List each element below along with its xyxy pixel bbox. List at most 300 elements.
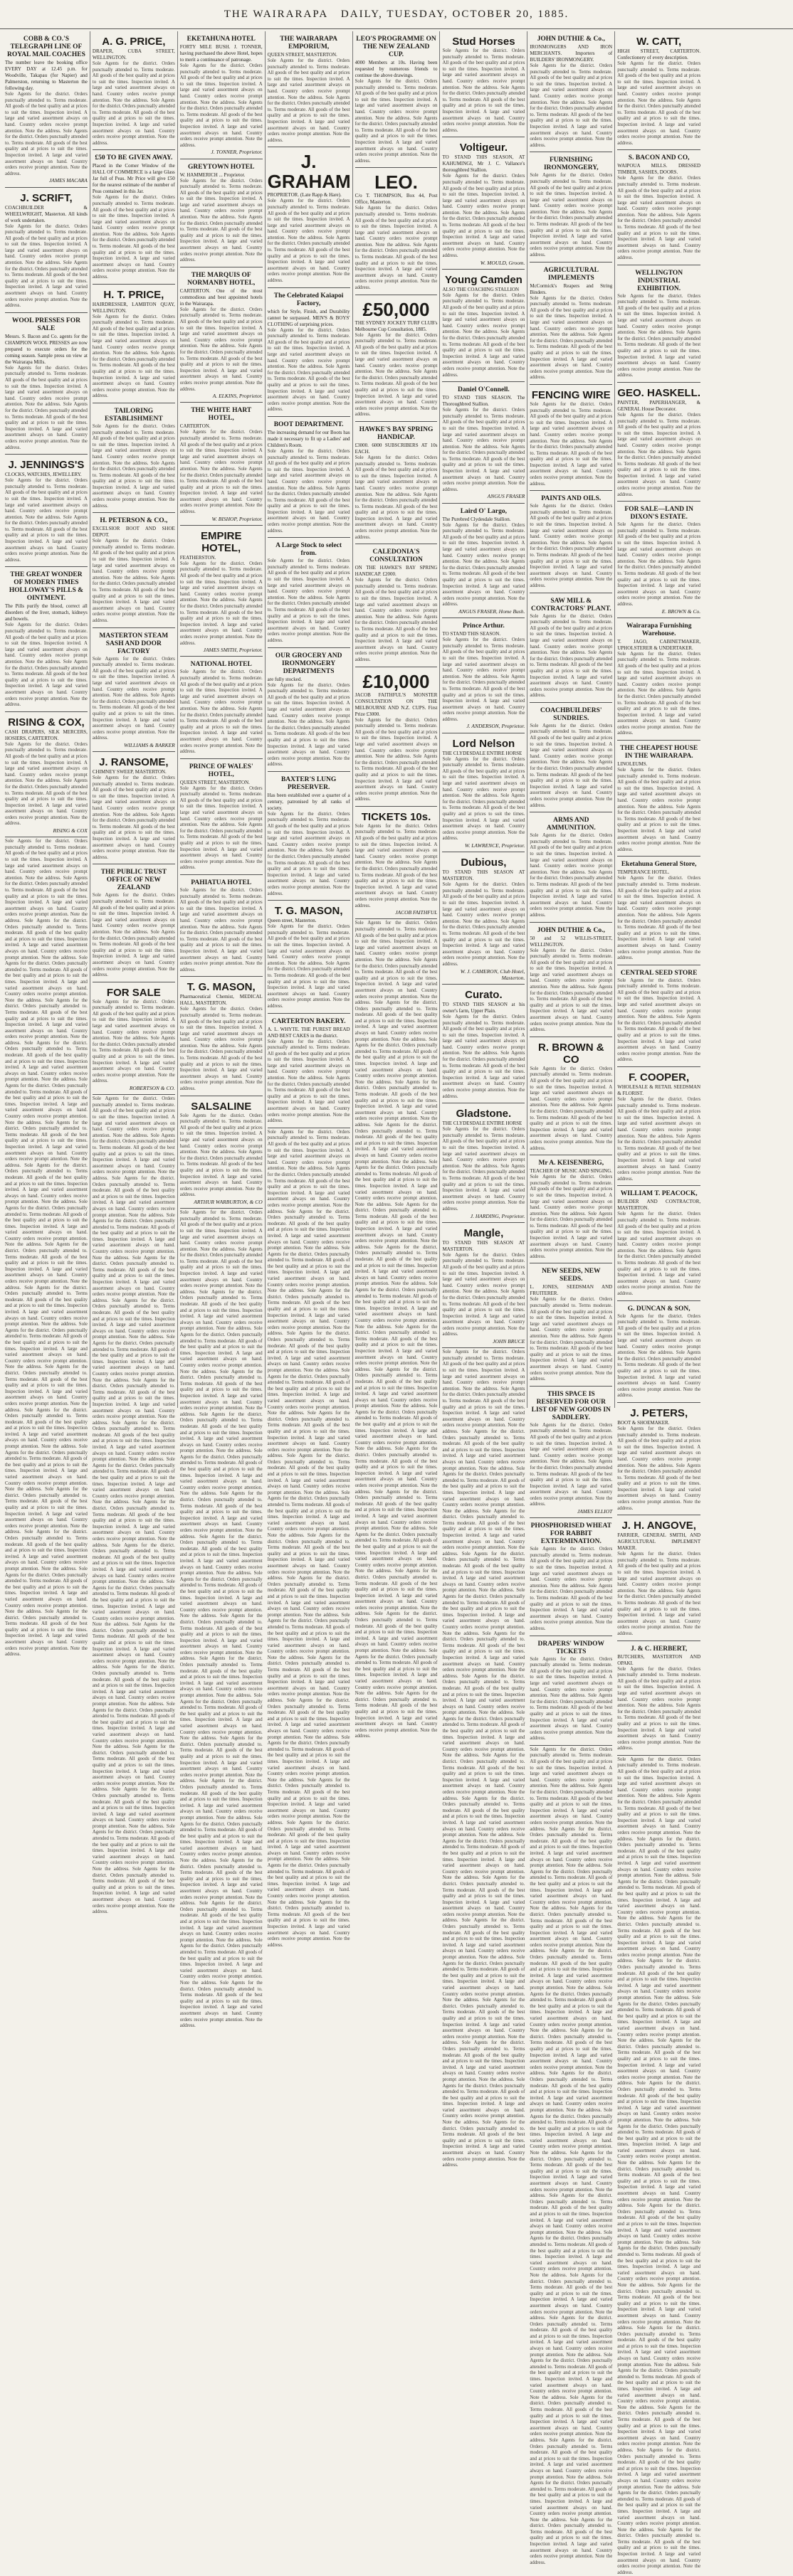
advertisement-heading: J. GRAHAM (267, 151, 351, 193)
advertisement (180, 269, 263, 403)
advertisement (180, 1098, 263, 1209)
body-text-filler: Sole Agents for the district. Orders punctually attended to. Terms moderate. All goods of the best quality and at prices to suit the times. Inspection invited. A large and varied assortment always on hand. Country orders receive prompt attention. Note the address. Sole Agents for the district. Orders punctually attended to. Terms moderate. All goods of the best quality and at prices to suit the times. Inspection invited. A large and varied assortment always on hand. Country orders receive prompt attention. Note the address. (267, 1039, 350, 1124)
body-text-filler: Sole Agents for the district. Orders punctually attended to. Terms moderate. All goods of the best quality and at prices to suit the times. Inspection invited. A large and varied assortment always on hand. Country orders receive prompt attention. Note the address. Sole Agents for the district. Orders punctually attended to. Terms moderate. All goods of the best quality and at prices to suit the times. Inspection invited. A large and varied assortment always on hand. Country orders receive prompt attention. Note the address. (92, 775, 175, 860)
advertisement (93, 866, 175, 982)
advertisement-heading: GREYTOWN HOTEL (187, 163, 255, 171)
advertisement (268, 773, 350, 901)
advertisement-body: ALSO THE COACHING STALLION (442, 286, 520, 292)
advertisement-body: The Purebred Clydesdale Stallion. (442, 516, 511, 522)
advertisement-heading: The Celebrated Kaiapoi Factory, (273, 292, 344, 307)
advertisement-body: BUTCHERS, MASTERTON AND OPAKI. (617, 1653, 701, 1666)
body-text-filler: Sole Agents for the district. Orders punctually attended to. Terms moderate. All goods of the best quality and at prices to suit the times. Inspection invited. A large and varied assortment always on hand. Country orders receive prompt attention. Note the address. Sole Agents for the district. Orders punctually attended to. Terms moderate. All goods of the best quality and at prices to suit the times. Inspection invited. A large and varied assortment always on hand. Country orders receive prompt attention. Note the address. (617, 977, 701, 1063)
body-text-filler: Sole Agents for the district. Orders punctually attended to. Terms moderate. All goods of the best quality and at prices to suit the times. Inspection invited. A large and varied assortment always on hand. Country orders receive prompt attention. Note the address. Sole Agents for the district. Orders punctually attended to. Terms moderate. All goods of the best quality and at prices to suit the times. Inspection invited. A large and varied assortment always on hand. Country orders receive prompt attention. Note the address. Sole Agents for the district. Orders punctually attended to. Terms moderate. All goods of the best quality and at prices to suit the times. Inspection invited. A large and varied assortment always on hand. Country orders receive prompt attention. Note the address. Sole Agents for the district. Orders punctually attended to. Terms moderate. All goods of the best quality and at prices to suit the times. Inspection invited. A large and varied assortment always on hand. Country orders receive prompt attention. Note the address. Sole Agents for the district. Orders punctually attended to. Terms moderate. All goods of the best quality and at prices to suit the times. Inspection invited. A large and varied assortment always on hand. Country orders receive prompt attention. Note the address. Sole Agents for the district. Orders punctually attended to. Terms moderate. All goods of the best quality and at prices to suit the times. Inspection invited. A large and varied assortment always on hand. Country orders receive prompt attention. Note the address. Sole Agents for the district. Orders punctually attended to. Terms moderate. All goods of the best quality and at prices to suit the times. Inspection invited. A large and varied assortment always on hand. Country orders receive prompt attention. Note the address. Sole Agents for the district. Orders punctually attended to. Terms moderate. All goods of the best quality and at prices to suit the times. Inspection invited. A large and varied assortment always on hand. Country orders receive prompt attention. Note the address. Sole Agents for the district. Orders punctually attended to. Terms moderate. All goods of the best quality and at prices to suit the times. Inspection invited. A large and varied assortment always on hand. Country orders receive prompt attention. Note the address. Sole Agents for the district. Orders punctually attended to. Terms moderate. All goods of the best quality and at prices to suit the times. Inspection invited. A large and varied assortment always on hand. Country orders receive prompt attention. Note the address. Sole Agents for the district. Orders punctually attended to. Terms moderate. All goods of the best quality and at prices to suit the times. Inspection invited. A large and varied assortment always on hand. Country orders receive prompt attention. Note the address. Sole Agents for the district. Orders punctually attended to. Terms moderate. All goods of the best quality and at prices to suit the times. Inspection invited. A large and varied assortment always on hand. Country orders receive prompt attention. Note the address. Sole Agents for the district. Orders punctually attended to. Terms moderate. All goods of the best quality and at prices to suit the times. Inspection invited. A large and varied assortment always on hand. Country orders receive prompt attention. Note the address. Sole Agents for the district. Orders punctually attended to. Terms moderate. All goods of the best quality and at prices to suit the times. Inspection invited. A large and varied assortment always on hand. Country orders receive prompt attention. Note the address. Sole Agents for the district. Orders punctually attended to. Terms moderate. All goods of the best quality and at prices to suit the times. Inspection invited. A large and varied assortment always on hand. Country orders receive prompt attention. Note the address. Sole Agents for the district. Orders punctually attended to. Terms moderate. All goods of the best quality and at prices to suit the times. Inspection invited. A large and varied assortment always on hand. Country orders receive prompt attention. Note the address. Sole Agents for the district. Orders punctually attended to. Terms moderate. All goods of the best quality and at prices to suit the times. Inspection invited. A large and varied assortment always on hand. Country orders receive prompt attention. Note the address. Sole Agents for the district. Orders punctually attended to. Terms moderate. All goods of the best quality and at prices to suit the times. Inspection invited. A large and varied assortment always on hand. Country orders receive prompt attention. Note the address. Sole Agents for the district. Orders punctually attended to. Terms moderate. All goods of the best quality and at prices to suit the times. Inspection invited. A large and varied assortment always on hand. Country orders receive prompt attention. Note the address. Sole Agents for the district. Orders punctually attended to. Terms moderate. All goods of the best quality and at prices to suit the times. Inspection invited. A large and varied assortment always on hand. Country orders receive prompt attention. Note the address. (5, 839, 88, 1658)
advertisement-heading: THIS SPACE IS RESERVED FOR OUR LIST OF NEW GOODS IN SADDLERY. (531, 1390, 611, 1421)
body-text-filler: Sole Agents for the district. Orders punctually attended to. Terms moderate. All goods of the best quality and at prices to suit the times. Inspection invited. A large and varied assortment always on hand. Country orders receive prompt attention. Note the address. Sole Agents for the district. Orders punctually attended to. Terms moderate. All goods of the best quality and at prices to suit the times. Inspection invited. A large and varied assortment always on hand. Country orders receive prompt attention. Note the address. (92, 656, 175, 741)
advertisement-body: COACHBUILDER & WHEELWRIGHT, Masterton. All kinds of work undertaken. (5, 204, 88, 223)
advertisement-heading: J. PETERS, (630, 1406, 688, 1419)
body-text-filler: Sole Agents for the district. Orders punctually attended to. Terms moderate. All goods of the best quality and at prices to suit the times. Inspection invited. A large and varied assortment always on hand. Country orders receive prompt attention. Note the address. Sole Agents for the district. Orders punctually attended to. Terms moderate. All goods of the best quality and at prices to suit the times. Inspection invited. A large and varied assortment always on hand. Country orders receive prompt attention. Note the address. (179, 669, 263, 755)
advertisement-body: FEATHERSTON. (179, 554, 216, 561)
advertisement-body: HAIRDRESSER, LAMBTON QUAY, WELLINGTON. (92, 301, 175, 314)
body-text-filler: Sole Agents for the district. Orders punctually attended to. Terms moderate. All goods of the best quality and at prices to suit the times. Inspection invited. A large and varied assortment always on hand. Country orders receive prompt attention. Note the address. Sole Agents for the district. Orders punctually attended to. Terms moderate. All goods of the best quality and at prices to suit the times. Inspection invited. A large and varied assortment always on hand. Country orders receive prompt attention. Note the address. (179, 430, 263, 515)
body-text-filler: Sole Agents for the district. Orders punctually attended to. Terms moderate. All goods of the best quality and at prices to suit the times. Inspection invited. A large and varied assortment always on hand. Country orders receive prompt attention. Note the address. Sole Agents for the district. Orders punctually attended to. Terms moderate. All goods of the best quality and at prices to suit the times. Inspection invited. A large and varied assortment always on hand. Country orders receive prompt attention. Note the address. (355, 206, 438, 291)
body-text-filler: Sole Agents for the district. Orders punctually attended to. Terms moderate. All goods of the best quality and at prices to suit the times. Inspection invited. A large and varied assortment always on hand. Country orders receive prompt attention. Note the address. Sole Agents for the district. Orders punctually attended to. Terms moderate. All goods of the best quality and at prices to suit the times. Inspection invited. A large and varied assortment always on hand. Country orders receive prompt attention. Note the address. (530, 723, 613, 808)
body-text-filler: Sole Agents for the district. Orders punctually attended to. Terms moderate. All goods of the best quality and at prices to suit the times. Inspection invited. A large and varied assortment always on hand. Country orders receive prompt attention. Note the address. Sole Agents for the district. Orders punctually attended to. Terms moderate. All goods of the best quality and at prices to suit the times. Inspection invited. A large and varied assortment always on hand. Country orders receive prompt attention. Note the address. (267, 682, 350, 768)
advertisement-heading: R. BROWN & CO (538, 1041, 604, 1066)
body-text-filler: Sole Agents for the district. Orders punctually attended to. Terms moderate. All goods of the best quality and at prices to suit the times. Inspection invited. A large and varied assortment always on hand. Country orders receive prompt attention. Note the address. Sole Agents for the district. Orders punctually attended to. Terms moderate. All goods of the best quality and at prices to suit the times. Inspection invited. A large and varied assortment always on hand. Country orders receive prompt attention. Note the address. (267, 448, 350, 534)
advertisement-heading: THE WAIRARAPA EMPORIUM, (280, 36, 337, 51)
advertisement-heading: CALEDONIA'S CONSULTATION (369, 548, 423, 564)
advertisement-signature: W. BISHOP, Proprietor. (211, 515, 263, 522)
advertisement (617, 1643, 700, 1756)
advertisement-body: BOOT & SHOEMAKER. (617, 1419, 670, 1426)
advertisement-signature: JOHN BRUCE (493, 1338, 525, 1345)
advertisement-body: THE SYDNEY JOCKEY TURF CLUB's Melbourne Cup Consultation, 1885. (355, 319, 438, 332)
advertisement (93, 514, 175, 627)
advertisement-heading: COBB & CO.'S TELEGRAPH LINE OF ROYAL MAIL COACHES (6, 36, 85, 58)
advertisement-heading: WILLIAM T. PEACOCK, (620, 1190, 698, 1198)
advertisement (180, 876, 263, 977)
advertisement (617, 503, 700, 618)
advertisement-heading: J. H. ANGOVE, (621, 1520, 696, 1532)
advertisement (5, 714, 88, 838)
body-text-filler: Sole Agents for the district. Orders punctually attended to. Terms moderate. All goods of the best quality and at prices to suit the times. Inspection invited. A large and varied assortment always on hand. Country orders receive prompt attention. Note the address. Sole Agents for the district. Orders punctually attended to. Terms moderate. All goods of the best quality and at prices to suit the times. Inspection invited. A large and varied assortment always on hand. Country orders receive prompt attention. Note the address. (442, 174, 525, 259)
advertisement (530, 595, 612, 703)
advertisement-heading: ARMS AND AMMUNITION. (546, 817, 596, 832)
body-text-filler: Sole Agents for the district. Orders punctually attended to. Terms moderate. All goods of the best quality and at prices to suit the times. Inspection invited. A large and varied assortment always on hand. Country orders receive prompt attention. Note the address. Sole Agents for the district. Orders punctually attended to. Terms moderate. All goods of the best quality and at prices to suit the times. Inspection invited. A large and varied assortment always on hand. Country orders receive prompt attention. Note the address. (355, 823, 438, 908)
advertisement-signature: J. HARDING, Proprietor. (470, 1212, 525, 1219)
advertisement-heading: FURNISHING IRONMONGERY, (543, 157, 599, 172)
advertisement-body: ON THE HAWKE'S BAY SPRING HANDICAP. £2000. (355, 565, 438, 578)
advertisement (530, 1265, 612, 1386)
advertisement (5, 456, 88, 567)
masthead-date: DAILY, TUESDAY, OCTOBER 20, 1885. (340, 9, 569, 20)
advertisement (5, 568, 88, 711)
advertisement (93, 630, 175, 753)
advertisement-heading: A Large Stock to select from. (275, 542, 342, 558)
advertisement (355, 33, 438, 168)
advertisement-signature: J. ANDERSON, Proprietor. (466, 723, 525, 730)
advertisement-body: Messrs. S. Bacon and Co. agents for the CHAMPION WOOL PRESSES are now prepared to execute orders for the coming season. Sample press on view at the Wairarapa Mills. (5, 333, 88, 365)
advertisement-heading: CARTERTON BAKERY. (271, 1017, 346, 1025)
advertisement-body: IRONMONGERS AND IRON MERCHANTS. Importers of BUILDERS' IRONMONGERY. (530, 44, 613, 63)
advertisement (442, 620, 525, 733)
body-text-filler: Sole Agents for the district. Orders punctually attended to. Terms moderate. All goods of the best quality and at prices to suit the times. Inspection invited. A large and varied assortment always on hand. Country orders receive prompt attention. Note the address. Sole Agents for the district. Orders punctually attended to. Terms moderate. All goods of the best quality and at prices to suit the times. Inspection invited. A large and varied assortment always on hand. Country orders receive prompt attention. Note the address. Sole Agents for the district. Orders punctually attended to. Terms moderate. All goods of the best quality and at prices to suit the times. Inspection invited. A large and varied assortment always on hand. Country orders receive prompt attention. Note the address. Sole Agents for the district. Orders punctually attended to. Terms moderate. All goods of the best quality and at prices to suit the times. Inspection invited. A large and varied assortment always on hand. Country orders receive prompt attention. Note the address. Sole Agents for the district. Orders punctually attended to. Terms moderate. All goods of the best quality and at prices to suit the times. Inspection invited. A large and varied assortment always on hand. Country orders receive prompt attention. Note the address. Sole Agents for the district. Orders punctually attended to. Terms moderate. All goods of the best quality and at prices to suit the times. Inspection invited. A large and varied assortment always on hand. Country orders receive prompt attention. Note the address. Sole Agents for the district. Orders punctually attended to. Terms moderate. All goods of the best quality and at prices to suit the times. Inspection invited. A large and varied assortment always on hand. Country orders receive prompt attention. Note the address. Sole Agents for the district. Orders punctually attended to. Terms moderate. All goods of the best quality and at prices to suit the times. Inspection invited. A large and varied assortment always on hand. Country orders receive prompt attention. Note the address. Sole Agents for the district. Orders punctually attended to. Terms moderate. All goods of the best quality and at prices to suit the times. Inspection invited. A large and varied assortment always on hand. Country orders receive prompt attention. Note the address. Sole Agents for the district. Orders punctually attended to. Terms moderate. All goods of the best quality and at prices to suit the times. Inspection invited. A large and varied assortment always on hand. Country orders receive prompt attention. Note the address. Sole Agents for the district. Orders punctually attended to. Terms moderate. All goods of the best quality and at prices to suit the times. Inspection invited. A large and varied assortment always on hand. Country orders receive prompt attention. Note the address. Sole Agents for the district. Orders punctually attended to. Terms moderate. All goods of the best quality and at prices to suit the times. Inspection invited. A large and varied assortment always on hand. Country orders receive prompt attention. Note the address. Sole Agents for the district. Orders punctually attended to. Terms moderate. All goods of the best quality and at prices to suit the times. Inspection invited. A large and varied assortment always on hand. Country orders receive prompt attention. Note the address. Sole Agents for the district. Orders punctually attended to. Terms moderate. All goods of the best quality and at prices to suit the times. Inspection invited. A large and varied assortment always on hand. Country orders receive prompt attention. Note the address. Sole Agents for the district. Orders punctually attended to. Terms moderate. All goods of the best quality and at prices to suit the times. Inspection invited. A large and varied assortment always on hand. Country orders receive prompt attention. Note the address. Sole Agents for the district. Orders punctually attended to. Terms moderate. All goods of the best quality and at prices to suit the times. Inspection invited. A large and varied assortment always on hand. Country orders receive prompt attention. Note the address. Sole Agents for the district. Orders punctually attended to. Terms moderate. All goods of the best quality and at prices to suit the times. Inspection invited. A large and varied assortment always on hand. Country orders receive prompt attention. Note the address. Sole Agents for the district. Orders punctually attended to. Terms moderate. All goods of the best quality and at prices to suit the times. Inspection invited. A large and varied assortment always on hand. Country orders receive prompt attention. Note the address. Sole Agents for the district. Orders punctually attended to. Terms moderate. All goods of the best quality and at prices to suit the times. Inspection invited. A large and varied assortment always on hand. Country orders receive prompt attention. Note the address. Sole Agents for the district. Orders punctually attended to. Terms moderate. All goods of the best quality and at prices to suit the times. Inspection invited. A large and varied assortment always on hand. Country orders receive prompt attention. Note the address. (92, 1096, 175, 1915)
advertisement (268, 650, 350, 772)
advertisement-body: THE CLYDESDALE ENTIRE HORSE (442, 750, 522, 756)
advertisement-body: A. L. WHYTE. THE PUREST BREAD AND BEST CAKES in the district. (267, 1026, 350, 1039)
advertisement (93, 753, 175, 864)
advertisement-heading: NEW SEEDS, NEW SEEDS. (542, 1268, 601, 1283)
column-2 (90, 31, 178, 1915)
advertisement (355, 297, 438, 422)
advertisement (180, 658, 263, 758)
body-text-filler: Sole Agents for the district. Orders punctually attended to. Terms moderate. All goods of the best quality and at prices to suit the times. Inspection invited. A large and varied assortment always on hand. Country orders receive prompt attention. Note the address. Sole Agents for the district. Orders punctually attended to. Terms moderate. All goods of the best quality and at prices to suit the times. Inspection invited. A large and varied assortment always on hand. Country orders receive prompt attention. Note the address. (530, 1422, 613, 1507)
advertisement-heading: £10,000 (362, 670, 430, 692)
body-text-filler: Sole Agents for the district. Orders punctually attended to. Terms moderate. All goods of the best quality and at prices to suit the times. Inspection invited. A large and varied assortment always on hand. Country orders receive prompt attention. Note the address. Sole Agents for the district. Orders punctually attended to. Terms moderate. All goods of the best quality and at prices to suit the times. Inspection invited. A large and varied assortment always on hand. Country orders receive prompt attention. Note the address. (617, 768, 701, 852)
advertisement (442, 383, 525, 504)
body-text-filler: Sole Agents for the district. Orders punctually attended to. Terms moderate. All goods of the best quality and at prices to suit the times. Inspection invited. A large and varied assortment always on hand. Country orders receive prompt attention. Note the address. Sole Agents for the district. Orders punctually attended to. Terms moderate. All goods of the best quality and at prices to suit the times. Inspection invited. A large and varied assortment always on hand. Country orders receive prompt attention. Note the address. (267, 198, 350, 284)
advertisement-body: FORTY MILE BUSH. J. TONNER, having purchased the above Hotel, hopes to merit a continuance of patronage. (179, 44, 263, 63)
advertisement-signature: ANGUS FRASER (487, 493, 525, 500)
advertisement-heading: H. T. PRICE, (103, 288, 164, 301)
advertisement (442, 271, 525, 382)
body-text-filler: Sole Agents for the district. Orders punctually attended to. Terms moderate. All goods of the best quality and at prices to suit the times. Inspection invited. A large and varied assortment always on hand. Country orders receive prompt attention. Note the address. Sole Agents for the district. Orders punctually attended to. Terms moderate. All goods of the best quality and at prices to suit the times. Inspection invited. A large and varied assortment always on hand. Country orders receive prompt attention. Note the address. (530, 401, 613, 487)
column-3 (178, 31, 266, 2029)
advertisement (617, 742, 700, 857)
body-text-filler: Sole Agents for the district. Orders punctually attended to. Terms moderate. All goods of the best quality and at prices to suit the times. Inspection invited. A large and varied assortment always on hand. Country orders receive prompt attention. Note the address. Sole Agents for the district. Orders punctually attended to. Terms moderate. All goods of the best quality and at prices to suit the times. Inspection invited. A large and varied assortment always on hand. Country orders receive prompt attention. Note the address. (617, 1666, 701, 1751)
advertisement-heading: Curato. (465, 988, 503, 1001)
body-text-filler: Sole Agents for the district. Orders punctually attended to. Terms moderate. All goods of the best quality and at prices to suit the times. Inspection invited. A large and varied assortment always on hand. Country orders receive prompt attention. Note the address. Sole Agents for the district. Orders punctually attended to. Terms moderate. All goods of the best quality and at prices to suit the times. Inspection invited. A large and varied assortment always on hand. Country orders receive prompt attention. Note the address. (179, 63, 263, 148)
advertisement-heading: LEO'S PROGRAMME ON THE NEW ZEALAND CUP. (356, 36, 436, 58)
advertisement-heading: SAW MILL & CONTRACTORS' PLANT. (530, 597, 611, 613)
body-text-filler: Sole Agents for the district. Orders punctually attended to. Terms moderate. All goods of the best quality and at prices to suit the times. Inspection invited. A large and varied assortment always on hand. Country orders receive prompt attention. Note the address. Sole Agents for the district. Orders punctually attended to. Terms moderate. All goods of the best quality and at prices to suit the times. Inspection invited. A large and varied assortment always on hand. Country orders receive prompt attention. Note the address. (267, 58, 350, 143)
advertisement (530, 33, 612, 152)
advertisement-signature: ARTHUR WARBURTON, & CO (194, 1198, 263, 1205)
advertisement (617, 1404, 700, 1515)
advertisement-body: CHIMNEY SWEEP, MASTERTON. (92, 769, 167, 775)
body-text-filler: Sole Agents for the district. Orders punctually attended to. Terms moderate. All goods of the best quality and at prices to suit the times. Inspection invited. A large and varied assortment always on hand. Country orders receive prompt attention. Note the address. Sole Agents for the district. Orders punctually attended to. Terms moderate. All goods of the best quality and at prices to suit the times. Inspection invited. A large and varied assortment always on hand. Country orders receive prompt attention. Note the address. (179, 561, 263, 646)
body-text-filler: Sole Agents for the district. Orders punctually attended to. Terms moderate. All goods of the best quality and at prices to suit the times. Inspection invited. A large and varied assortment always on hand. Country orders receive prompt attention. Note the address. Sole Agents for the district. Orders punctually attended to. Terms moderate. All goods of the best quality and at prices to suit the times. Inspection invited. A large and varied assortment always on hand. Country orders receive prompt attention. Note the address. (617, 293, 701, 378)
advertisement-heading: FENCING WIRE (531, 388, 611, 401)
advertisement-body: The Pills purify the blood, correct all disorders of the liver, stomach, kidneys and bowels. (5, 603, 88, 622)
advertisement (93, 984, 175, 1096)
body-text-filler: Sole Agents for the district. Orders punctually attended to. Terms moderate. All goods of the best quality and at prices to suit the times. Inspection invited. A large and varied assortment always on hand. Country orders receive prompt attention. Note the address. Sole Agents for the district. Orders punctually attended to. Terms moderate. All goods of the best quality and at prices to suit the times. Inspection invited. A large and varied assortment always on hand. Country orders receive prompt attention. Note the address. (442, 408, 525, 492)
advertisement-body: FARRIER, GENERAL SMITH, AND AGRICULTURAL IMPLEMENT MAKER. (617, 1532, 701, 1552)
advertisement (530, 704, 612, 812)
advertisement-body: HIGH STREET, CARTERTON. Confectionery of every description. (617, 48, 701, 60)
body-text-filler: Sole Agents for the district. Orders punctually attended to. Terms moderate. All goods of the best quality and at prices to suit the times. Inspection invited. A large and varied assortment always on hand. Country orders receive prompt attention. Note the address. Sole Agents for the district. Orders punctually attended to. Terms moderate. All goods of the best quality and at prices to suit the times. Inspection invited. A large and varied assortment always on hand. Country orders receive prompt attention. Note the address. (442, 1127, 525, 1212)
advertisement-heading: GEO. HASKELL. (617, 386, 701, 399)
advertisement (180, 33, 263, 159)
advertisement-body: PAINTER, PAPERHANGER, & GENERAL House Decorator. (617, 399, 701, 412)
advertisement-heading: Daniel O'Connell. (457, 386, 510, 394)
body-text-filler: Sole Agents for the district. Orders punctually attended to. Terms moderate. All goods of the best quality and at prices to suit the times. Inspection invited. A large and varied assortment always on hand. Country orders receive prompt attention. Note the address. Sole Agents for the district. Orders punctually attended to. Terms moderate. All goods of the best quality and at prices to suit the times. Inspection invited. A large and varied assortment always on hand. Country orders receive prompt attention. Note the address. (179, 178, 263, 263)
body-text-filler: Sole Agents for the district. Orders punctually attended to. Terms moderate. All goods of the best quality and at prices to suit the times. Inspection invited. A large and varied assortment always on hand. Country orders receive prompt attention. Note the address. Sole Agents for the district. Orders punctually attended to. Terms moderate. All goods of the best quality and at prices to suit the times. Inspection invited. A large and varied assortment always on hand. Country orders receive prompt attention. Note the address. (617, 1097, 701, 1182)
advertisement-body: TEACHER OF MUSIC AND SINGING. (530, 1168, 613, 1175)
advertisement-heading: OUR GROCERY AND IRONMONGERY DEPARTMENTS (275, 652, 342, 675)
advertisement (530, 814, 612, 922)
advertisement-heading: Lord Nelson (452, 737, 515, 750)
advertisement (5, 314, 88, 455)
advertisement (530, 1638, 612, 1746)
body-text-filler: Sole Agents for the district. Orders punctually attended to. Terms moderate. All goods of the best quality and at prices to suit the times. Inspection invited. A large and varied assortment always on hand. Country orders receive prompt attention. Note the address. Sole Agents for the district. Orders punctually attended to. Terms moderate. All goods of the best quality and at prices to suit the times. Inspection invited. A large and varied assortment always on hand. Country orders receive prompt attention. Note the address. (442, 637, 525, 722)
advertisement-signature: JAMES MACARA (48, 177, 88, 184)
advertisement-body: Has been established over a quarter of a century, patronised by all ranks of society. (267, 792, 350, 811)
body-text-filler: Sole Agents for the district. Orders punctually attended to. Terms moderate. All goods of the best quality and at prices to suit the times. Inspection invited. A large and varied assortment always on hand. Country orders receive prompt attention. Note the address. Sole Agents for the district. Orders punctually attended to. Terms moderate. All goods of the best quality and at prices to suit the times. Inspection invited. A large and varied assortment always on hand. Country orders receive prompt attention. Note the address. (267, 327, 350, 413)
advertisement-heading: PHOSPHORISED WHEAT FOR RABBIT EXTERMINATION. (530, 1522, 611, 1546)
advertisement-heading: BOOT DEPARTMENT. (273, 420, 344, 428)
advertisement-heading: PAHIATUA HOTEL (191, 879, 252, 886)
body-text-filler: Sole Agents for the district. Orders punctually attended to. Terms moderate. All goods of the best quality and at prices to suit the times. Inspection invited. A large and varied assortment always on hand. Country orders receive prompt attention. Note the address. Sole Agents for the district. Orders punctually attended to. Terms moderate. All goods of the best quality and at prices to suit the times. Inspection invited. A large and varied assortment always on hand. Country orders receive prompt attention. Note the address. (617, 1552, 701, 1636)
body-text-filler: Sole Agents for the district. Orders punctually attended to. Terms moderate. All goods of the best quality and at prices to suit the times. Inspection invited. A large and varied assortment always on hand. Country orders receive prompt attention. Note the address. Sole Agents for the district. Orders punctually attended to. Terms moderate. All goods of the best quality and at prices to suit the times. Inspection invited. A large and varied assortment always on hand. Country orders receive prompt attention. Note the address. (530, 63, 613, 148)
body-text-filler: Sole Agents for the district. Orders punctually attended to. Terms moderate. All goods of the best quality and at prices to suit the times. Inspection invited. A large and varied assortment always on hand. Country orders receive prompt attention. Note the address. Sole Agents for the district. Orders punctually attended to. Terms moderate. All goods of the best quality and at prices to suit the times. Inspection invited. A large and varied assortment always on hand. Country orders receive prompt attention. Note the address. (5, 622, 88, 708)
advertisement-body: TO STAND THIS SEASON AT MASTERTON. (442, 1239, 525, 1252)
advertisement-body: WHOLESALE & RETAIL SEEDSMAN & FLORIST. (617, 1084, 701, 1097)
advertisement (355, 169, 438, 295)
advertisement (93, 405, 175, 513)
advertisement-body: The increasing demand for our Boots has made it necessary to fit up a Ladies' and Children's Room. (267, 429, 350, 448)
advertisement-body: W. HAMMERICH ... Proprietor. (179, 171, 246, 178)
advertisement-signature: JACOB FAITHFUL (395, 909, 438, 916)
advertisement (355, 423, 438, 544)
advertisement-body: TEMPERANCE HOTEL. (617, 869, 670, 876)
advertisement-heading: T. G. MASON, (274, 905, 343, 918)
advertisement-body: 4000 Members at 10s. Having been requested by numerous friends to continue the above drawings. (355, 60, 438, 78)
advertisement-heading: TICKETS 10s. (361, 810, 431, 823)
advertisement-heading: J. & C. HERBERT, (631, 1645, 688, 1653)
advertisement (617, 152, 700, 265)
advertisement-heading: J. SCRIFT, (20, 191, 73, 204)
body-text-filler: Sole Agents for the district. Orders punctually attended to. Terms moderate. All goods of the best quality and at prices to suit the times. Inspection invited. A large and varied assortment always on hand. Country orders receive prompt attention. Note the address. Sole Agents for the district. Orders punctually attended to. Terms moderate. All goods of the best quality and at prices to suit the times. Inspection invited. A large and varied assortment always on hand. Country orders receive prompt attention. Note the address. (92, 893, 175, 978)
advertisement-heading: Voltigeur. (459, 142, 508, 154)
advertisement (530, 154, 612, 262)
advertisement-heading: G. DUNCAN & SON, (627, 1305, 690, 1313)
advertisement-body: 50 and 52 WILLIS-STREET, WELLINGTON. (530, 935, 613, 948)
body-text-filler: Sole Agents for the district. Orders punctually attended to. Terms moderate. All goods of the best quality and at prices to suit the times. Inspection invited. A large and varied assortment always on hand. Country orders receive prompt attention. Note the address. Sole Agents for the district. Orders punctually attended to. Terms moderate. All goods of the best quality and at prices to suit the times. Inspection invited. A large and varied assortment always on hand. Country orders receive prompt attention. Note the address. (267, 811, 350, 896)
advertisement-heading: WELLINGTON INDUSTRIAL EXHIBITION. (635, 269, 683, 292)
advertisement-heading: Young Camden (444, 273, 522, 286)
advertisement-heading: COACHBUILDERS' SUNDRIES. (540, 706, 602, 722)
advertisement-heading: THE WHITE HART HOTEL, (191, 407, 252, 423)
masthead (0, 0, 793, 29)
advertisement (93, 152, 175, 284)
advertisement-heading: JOHN DUTHIE & Co., (537, 36, 605, 43)
advertisement-heading: NATIONAL HOTEL (190, 661, 252, 669)
advertisement (268, 290, 350, 417)
advertisement (617, 858, 700, 965)
advertisement-heading: J. JENNINGS'S (8, 459, 85, 472)
body-text-filler: Sole Agents for the district. Orders punctually attended to. Terms moderate. All goods of the best quality and at prices to suit the times. Inspection invited. A large and varied assortment always on hand. Country orders receive prompt attention. Note the address. Sole Agents for the district. Orders punctually attended to. Terms moderate. All goods of the best quality and at prices to suit the times. Inspection invited. A large and varied assortment always on hand. Country orders receive prompt attention. Note the address. (617, 651, 701, 736)
body-text-filler: Sole Agents for the district. Orders punctually attended to. Terms moderate. All goods of the best quality and at prices to suit the times. Inspection invited. A large and varied assortment always on hand. Country orders receive prompt attention. Note the address. Sole Agents for the district. Orders punctually attended to. Terms moderate. All goods of the best quality and at prices to suit the times. Inspection invited. A large and varied assortment always on hand. Country orders receive prompt attention. Note the address. (92, 423, 175, 509)
advertisement (617, 1187, 700, 1300)
advertisement-heading: THE CHEAPEST HOUSE IN THE WAIRARAPA. (620, 745, 698, 760)
body-text-filler: Sole Agents for the district. Orders punctually attended to. Terms moderate. All goods of the best quality and at prices to suit the times. Inspection invited. A large and varied assortment always on hand. Country orders receive prompt attention. Note the address. Sole Agents for the district. Orders punctually attended to. Terms moderate. All goods of the best quality and at prices to suit the times. Inspection invited. A large and varied assortment always on hand. Country orders receive prompt attention. Note the address. (530, 1175, 613, 1259)
body-text-filler: Sole Agents for the district. Orders punctually attended to. Terms moderate. All goods of the best quality and at prices to suit the times. Inspection invited. A large and varied assortment always on hand. Country orders receive prompt attention. Note the address. Sole Agents for the district. Orders punctually attended to. Terms moderate. All goods of the best quality and at prices to suit the times. Inspection invited. A large and varied assortment always on hand. Country orders receive prompt attention. Note the address. (617, 522, 701, 607)
body-text-filler: Sole Agents for the district. Orders punctually attended to. Terms moderate. All goods of the best quality and at prices to suit the times. Inspection invited. A large and varied assortment always on hand. Country orders receive prompt attention. Note the address. Sole Agents for the district. Orders punctually attended to. Terms moderate. All goods of the best quality and at prices to suit the times. Inspection invited. A large and varied assortment always on hand. Country orders receive prompt attention. Note the address. (5, 478, 88, 563)
column-7 (527, 31, 615, 2565)
body-text-filler: Sole Agents for the district. Orders punctually attended to. Terms moderate. All goods of the best quality and at prices to suit the times. Inspection invited. A large and varied assortment always on hand. Country orders receive prompt attention. Note the address. Sole Agents for the district. Orders punctually attended to. Terms moderate. All goods of the best quality and at prices to suit the times. Inspection invited. A large and varied assortment always on hand. Country orders receive prompt attention. Note the address. (5, 92, 88, 176)
column-1 (3, 31, 90, 1658)
advertisement (5, 33, 88, 188)
advertisement (268, 539, 350, 647)
advertisement-heading: DRAPERS' WINDOW TICKETS (537, 1640, 605, 1655)
advertisement-signature: W. MOULD, Groom. (480, 259, 525, 266)
advertisement (530, 492, 612, 593)
body-text-filler: Sole Agents for the district. Orders punctually attended to. Terms moderate. All goods of the best quality and at prices to suit the times. Inspection invited. A large and varied assortment always on hand. Country orders receive prompt attention. Note the address. Sole Agents for the district. Orders punctually attended to. Terms moderate. All goods of the best quality and at prices to suit the times. Inspection invited. A large and varied assortment always on hand. Country orders receive prompt attention. Note the address. (179, 1007, 263, 1092)
column-8 (615, 31, 703, 2575)
column-4 (266, 31, 353, 1948)
advertisement (442, 505, 525, 619)
advertisement (268, 1015, 350, 1128)
advertisement-body: McCormick's Reapers and String Binders. (530, 282, 613, 295)
body-text-filler: Sole Agents for the district. Orders punctually attended to. Terms moderate. All goods of the best quality and at prices to suit the times. Inspection invited. A large and varied assortment always on hand. Country orders receive prompt attention. Note the address. Sole Agents for the district. Orders punctually attended to. Terms moderate. All goods of the best quality and at prices to suit the times. Inspection invited. A large and varied assortment always on hand. Country orders receive prompt attention. Note the address. (355, 332, 438, 418)
body-text-filler: Sole Agents for the district. Orders punctually attended to. Terms moderate. All goods of the best quality and at prices to suit the times. Inspection invited. A large and varied assortment always on hand. Country orders receive prompt attention. Note the address. Sole Agents for the district. Orders punctually attended to. Terms moderate. All goods of the best quality and at prices to suit the times. Inspection invited. A large and varied assortment always on hand. Country orders receive prompt attention. Note the address. (530, 1656, 613, 1742)
advertisement (617, 1517, 700, 1641)
advertisement-body: Placed in the Corner Window of the HALL OF COMMERCE is a large Glass Jar full of Peas. Mr Price will give £50 for the nearest estimate of the number of Peas contained in this Jar. (92, 163, 175, 195)
body-text-filler: Sole Agents for the district. Orders punctually attended to. Terms moderate. All goods of the best quality and at prices to suit the times. Inspection invited. A large and varied assortment always on hand. Country orders receive prompt attention. Note the address. Sole Agents for the district. Orders punctually attended to. Terms moderate. All goods of the best quality and at prices to suit the times. Inspection invited. A large and varied assortment always on hand. Country orders receive prompt attention. Note the address. (92, 539, 175, 623)
advertisement-body: JACOB FAITHFUL'S MONSTER CONSULTATION ON THE MELBOURNE AND N.Z. CUPS. First Prize £3000. (355, 691, 438, 717)
advertisement (442, 33, 525, 137)
body-text-filler: Sole Agents for the district. Orders punctually attended to. Terms moderate. All goods of the best quality and at prices to suit the times. Inspection invited. A large and varied assortment always on hand. Country orders receive prompt attention. Note the address. Sole Agents for the district. Orders punctually attended to. Terms moderate. All goods of the best quality and at prices to suit the times. Inspection invited. A large and varied assortment always on hand. Country orders receive prompt attention. Note the address. (179, 888, 263, 972)
advertisement (180, 404, 263, 526)
advertisement-signature: A. ELKINS, Proprietor. (212, 393, 263, 400)
advertisement-heading: PRINCE OF WALES' HOTEL, (189, 763, 253, 778)
advertisement-signature: JAMES ELLIOT (577, 1508, 613, 1515)
advertisement-heading: WOOL PRESSES FOR SALE (11, 317, 80, 332)
body-text-filler: Sole Agents for the district. Orders punctually attended to. Terms moderate. All goods of the best quality and at prices to suit the times. Inspection invited. A large and varied assortment always on hand. Country orders receive prompt attention. Note the address. Sole Agents for the district. Orders punctually attended to. Terms moderate. All goods of the best quality and at prices to suit the times. Inspection invited. A large and varied assortment always on hand. Country orders receive prompt attention. Note the address. (617, 412, 701, 497)
advertisement-heading: SALSALINE (191, 1100, 252, 1113)
body-text-filler: Sole Agents for the district. Orders punctually attended to. Terms moderate. All goods of the best quality and at prices to suit the times. Inspection invited. A large and varied assortment always on hand. Country orders receive prompt attention. Note the address. Sole Agents for the district. Orders punctually attended to. Terms moderate. All goods of the best quality and at prices to suit the times. Inspection invited. A large and varied assortment always on hand. Country orders receive prompt attention. Note the address. (92, 314, 175, 399)
advertisement-signature: E. BROWN & Co. (661, 608, 701, 615)
advertisement-heading: W. CATT, (636, 36, 682, 48)
advertisement-body: £3000. 6000 SUBSCRIBERS AT 10s EACH. (355, 442, 438, 455)
body-text-filler: Sole Agents for the district. Orders punctually attended to. Terms moderate. All goods of the best quality and at prices to suit the times. Inspection invited. A large and varied assortment always on hand. Country orders receive prompt attention. Note the address. Sole Agents for the district. Orders punctually attended to. Terms moderate. All goods of the best quality and at prices to suit the times. Inspection invited. A large and varied assortment always on hand. Country orders receive prompt attention. Note the address. (355, 717, 438, 802)
advertisement-heading: Mangle, (463, 1226, 504, 1239)
advertisement-body: TO STAND THIS SEASON AT MASTERTON. (442, 869, 525, 882)
advertisement (617, 620, 700, 741)
advertisement-heading: £50,000 (362, 298, 430, 320)
advertisement (442, 1105, 525, 1223)
body-text-filler: Sole Agents for the district. Orders punctually attended to. Terms moderate. All goods of the best quality and at prices to suit the times. Inspection invited. A large and varied assortment always on hand. Country orders receive prompt attention. Note the address. Sole Agents for the district. Orders punctually attended to. Terms moderate. All goods of the best quality and at prices to suit the times. Inspection invited. A large and varied assortment always on hand. Country orders receive prompt attention. Note the address. (530, 504, 613, 588)
advertisement-heading: EMPIRE HOTEL, (200, 529, 242, 554)
advertisement (530, 1388, 612, 1519)
body-text-filler: Sole Agents for the district. Orders punctually attended to. Terms moderate. All goods of the best quality and at prices to suit the times. Inspection invited. A large and varied assortment always on hand. Country orders receive prompt attention. Note the address. Sole Agents for the district. Orders punctually attended to. Terms moderate. All goods of the best quality and at prices to suit the times. Inspection invited. A large and varied assortment always on hand. Country orders receive prompt attention. Note the address. (5, 741, 88, 827)
body-text-filler: Sole Agents for the district. Orders punctually attended to. Terms moderate. All goods of the best quality and at prices to suit the times. Inspection invited. A large and varied assortment always on hand. Country orders receive prompt attention. Note the address. Sole Agents for the district. Orders punctually attended to. Terms moderate. All goods of the best quality and at prices to suit the times. Inspection invited. A large and varied assortment always on hand. Country orders receive prompt attention. Note the address. (617, 1313, 701, 1399)
advertisement-heading: Laird O' Largo, (460, 507, 507, 515)
advertisement-heading: MASTERTON STEAM SASH AND DOOR FACTORY (99, 632, 169, 655)
body-text-filler: Sole Agents for the district. Orders punctually attended to. Terms moderate. All goods of the best quality and at prices to suit the times. Inspection invited. A large and varied assortment always on hand. Country orders receive prompt attention. Note the address. Sole Agents for the district. Orders punctually attended to. Terms moderate. All goods of the best quality and at prices to suit the times. Inspection invited. A large and varied assortment always on hand. Country orders receive prompt attention. Note the address. (530, 1066, 613, 1151)
body-text-filler: Sole Agents for the district. Orders punctually attended to. Terms moderate. All goods of the best quality and at prices to suit the times. Inspection invited. A large and varied assortment always on hand. Country orders receive prompt attention. Note the address. Sole Agents for the district. Orders punctually attended to. Terms moderate. All goods of the best quality and at prices to suit the times. Inspection invited. A large and varied assortment always on hand. Country orders receive prompt attention. Note the address. (179, 307, 263, 392)
body-text-filler: Sole Agents for the district. Orders punctually attended to. Terms moderate. All goods of the best quality and at prices to suit the times. Inspection invited. A large and varied assortment always on hand. Country orders receive prompt attention. Note the address. Sole Agents for the district. Orders punctually attended to. Terms moderate. All goods of the best quality and at prices to suit the times. Inspection invited. A large and varied assortment always on hand. Country orders receive prompt attention. Note the address. Sole Agents for the district. Orders punctually attended to. Terms moderate. All goods of the best quality and at prices to suit the times. Inspection invited. A large and varied assortment always on hand. Country orders receive prompt attention. Note the address. Sole Agents for the district. Orders punctually attended to. Terms moderate. All goods of the best quality and at prices to suit the times. Inspection invited. A large and varied assortment always on hand. Country orders receive prompt attention. Note the address. Sole Agents for the district. Orders punctually attended to. Terms moderate. All goods of the best quality and at prices to suit the times. Inspection invited. A large and varied assortment always on hand. Country orders receive prompt attention. Note the address. Sole Agents for the district. Orders punctually attended to. Terms moderate. All goods of the best quality and at prices to suit the times. Inspection invited. A large and varied assortment always on hand. Country orders receive prompt attention. Note the address. Sole Agents for the district. Orders punctually attended to. Terms moderate. All goods of the best quality and at prices to suit the times. Inspection invited. A large and varied assortment always on hand. Country orders receive prompt attention. Note the address. Sole Agents for the district. Orders punctually attended to. Terms moderate. All goods of the best quality and at prices to suit the times. Inspection invited. A large and varied assortment always on hand. Country orders receive prompt attention. Note the address. Sole Agents for the district. Orders punctually attended to. Terms moderate. All goods of the best quality and at prices to suit the times. Inspection invited. A large and varied assortment always on hand. Country orders receive prompt attention. Note the address. Sole Agents for the district. Orders punctually attended to. Terms moderate. All goods of the best quality and at prices to suit the times. Inspection invited. A large and varied assortment always on hand. Country orders receive prompt attention. Note the address. Sole Agents for the district. Orders punctually attended to. Terms moderate. All goods of the best quality and at prices to suit the times. Inspection invited. A large and varied assortment always on hand. Country orders receive prompt attention. Note the address. Sole Agents for the district. Orders punctually attended to. Terms moderate. All goods of the best quality and at prices to suit the times. Inspection invited. A large and varied assortment always on hand. Country orders receive prompt attention. Note the address. Sole Agents for the district. Orders punctually attended to. Terms moderate. All goods of the best quality and at prices to suit the times. Inspection invited. A large and varied assortment always on hand. Country orders receive prompt attention. Note the address. Sole Agents for the district. Orders punctually attended to. Terms moderate. All goods of the best quality and at prices to suit the times. Inspection invited. A large and varied assortment always on hand. Country orders receive prompt attention. Note the address. Sole Agents for the district. Orders punctually attended to. Terms moderate. All goods of the best quality and at prices to suit the times. Inspection invited. A large and varied assortment always on hand. Country orders receive prompt attention. Note the address. Sole Agents for the district. Orders punctually attended to. Terms moderate. All goods of the best quality and at prices to suit the times. Inspection invited. A large and varied assortment always on hand. Country orders receive prompt attention. Note the address. Sole Agents for the district. Orders punctually attended to. Terms moderate. All goods of the best quality and at prices to suit the times. Inspection invited. A large and varied assortment always on hand. Country orders receive prompt attention. Note the address. Sole Agents for the district. Orders punctually attended to. Terms moderate. All goods of the best quality and at prices to suit the times. Inspection invited. A large and varied assortment always on hand. Country orders receive prompt attention. Note the address. Sole Agents for the district. Orders punctually attended to. Terms moderate. All goods of the best quality and at prices to suit the times. Inspection invited. A large and varied assortment always on hand. Country orders receive prompt attention. Note the address. Sole Agents for the district. Orders punctually attended to. Terms moderate. All goods of the best quality and at prices to suit the times. Inspection invited. A large and varied assortment always on hand. Country orders receive prompt attention. Note the address. (530, 1747, 613, 2565)
advertisement (180, 978, 263, 1096)
body-text-filler: Sole Agents for the district. Orders punctually attended to. Terms moderate. All goods of the best quality and at prices to suit the times. Inspection invited. A large and varied assortment always on hand. Country orders receive prompt attention. Note the address. Sole Agents for the district. Orders punctually attended to. Terms moderate. All goods of the best quality and at prices to suit the times. Inspection invited. A large and varied assortment always on hand. Country orders receive prompt attention. Note the address. (179, 785, 263, 871)
advertisement-heading: FOR SALE—LAND IN DIXON'S ESTATE. (624, 506, 693, 521)
body-text-filler: Sole Agents for the district. Orders punctually attended to. Terms moderate. All goods of the best quality and at prices to suit the times. Inspection invited. A large and varied assortment always on hand. Country orders receive prompt attention. Note the address. Sole Agents for the district. Orders punctually attended to. Terms moderate. All goods of the best quality and at prices to suit the times. Inspection invited. A large and varied assortment always on hand. Country orders receive prompt attention. Note the address. (267, 558, 350, 643)
advertisement-heading: EKETAHUNA HOTEL (187, 36, 256, 43)
body-text-filler: Sole Agents for the district. Orders punctually attended to. Terms moderate. All goods of the best quality and at prices to suit the times. Inspection invited. A large and varied assortment always on hand. Country orders receive prompt attention. Note the address. Sole Agents for the district. Orders punctually attended to. Terms moderate. All goods of the best quality and at prices to suit the times. Inspection invited. A large and varied assortment always on hand. Country orders receive prompt attention. Note the address. (5, 223, 88, 309)
body-text-filler: Sole Agents for the district. Orders punctually attended to. Terms moderate. All goods of the best quality and at prices to suit the times. Inspection invited. A large and varied assortment always on hand. Country orders receive prompt attention. Note the address. Sole Agents for the district. Orders punctually attended to. Terms moderate. All goods of the best quality and at prices to suit the times. Inspection invited. A large and varied assortment always on hand. Country orders receive prompt attention. Note the address. (5, 365, 88, 450)
advertisement-heading: CENTRAL SEED STORE (620, 969, 698, 977)
advertisement (530, 1520, 612, 1636)
advertisement-signature: W. J. CAMERON, Club Hotel, Masterton. (460, 968, 525, 981)
advertisement-signature: RISING & COX (53, 827, 88, 834)
advertisement-heading: A. G. PRICE, (102, 36, 166, 48)
body-text-filler: Sole Agents for the district. Orders punctually attended to. Terms moderate. All goods of the best quality and at prices to suit the times. Inspection invited. A large and varied assortment always on hand. Country orders receive prompt attention. Note the address. Sole Agents for the district. Orders punctually attended to. Terms moderate. All goods of the best quality and at prices to suit the times. Inspection invited. A large and varied assortment always on hand. Country orders receive prompt attention. Note the address. Sole Agents for the district. Orders punctually attended to. Terms moderate. All goods of the best quality and at prices to suit the times. Inspection invited. A large and varied assortment always on hand. Country orders receive prompt attention. Note the address. Sole Agents for the district. Orders punctually attended to. Terms moderate. All goods of the best quality and at prices to suit the times. Inspection invited. A large and varied assortment always on hand. Country orders receive prompt attention. Note the address. Sole Agents for the district. Orders punctually attended to. Terms moderate. All goods of the best quality and at prices to suit the times. Inspection invited. A large and varied assortment always on hand. Country orders receive prompt attention. Note the address. Sole Agents for the district. Orders punctually attended to. Terms moderate. All goods of the best quality and at prices to suit the times. Inspection invited. A large and varied assortment always on hand. Country orders receive prompt attention. Note the address. Sole Agents for the district. Orders punctually attended to. Terms moderate. All goods of the best quality and at prices to suit the times. Inspection invited. A large and varied assortment always on hand. Country orders receive prompt attention. Note the address. Sole Agents for the district. Orders punctually attended to. Terms moderate. All goods of the best quality and at prices to suit the times. Inspection invited. A large and varied assortment always on hand. Country orders receive prompt attention. Note the address. Sole Agents for the district. Orders punctually attended to. Terms moderate. All goods of the best quality and at prices to suit the times. Inspection invited. A large and varied assortment always on hand. Country orders receive prompt attention. Note the address. Sole Agents for the district. Orders punctually attended to. Terms moderate. All goods of the best quality and at prices to suit the times. Inspection invited. A large and varied assortment always on hand. Country orders receive prompt attention. Note the address. Sole Agents for the district. Orders punctually attended to. Terms moderate. All goods of the best quality and at prices to suit the times. Inspection invited. A large and varied assortment always on hand. Country orders receive prompt attention. Note the address. Sole Agents for the district. Orders punctually attended to. Terms moderate. All goods of the best quality and at prices to suit the times. Inspection invited. A large and varied assortment always on hand. Country orders receive prompt attention. Note the address. Sole Agents for the district. Orders punctually attended to. Terms moderate. All goods of the best quality and at prices to suit the times. Inspection invited. A large and varied assortment always on hand. Country orders receive prompt attention. Note the address. Sole Agents for the district. Orders punctually attended to. Terms moderate. All goods of the best quality and at prices to suit the times. Inspection invited. A large and varied assortment always on hand. Country orders receive prompt attention. Note the address. Sole Agents for the district. Orders punctually attended to. Terms moderate. All goods of the best quality and at prices to suit the times. Inspection invited. A large and varied assortment always on hand. Country orders receive prompt attention. Note the address. Sole Agents for the district. Orders punctually attended to. Terms moderate. All goods of the best quality and at prices to suit the times. Inspection invited. A large and varied assortment always on hand. Country orders receive prompt attention. Note the address. Sole Agents for the district. Orders punctually attended to. Terms moderate. All goods of the best quality and at prices to suit the times. Inspection invited. A large and varied assortment always on hand. Country orders receive prompt attention. Note the address. Sole Agents for the district. Orders punctually attended to. Terms moderate. All goods of the best quality and at prices to suit the times. Inspection invited. A large and varied assortment always on hand. Country orders receive prompt attention. Note the address. Sole Agents for the district. Orders punctually attended to. Terms moderate. All goods of the best quality and at prices to suit the times. Inspection invited. A large and varied assortment always on hand. Country orders receive prompt attention. Note the address. Sole Agents for the district. Orders punctually attended to. Terms moderate. All goods of the best quality and at prices to suit the times. Inspection invited. A large and varied assortment always on hand. Country orders receive prompt attention. Note the address. (617, 1756, 701, 2575)
body-text-filler: Sole Agents for the district. Orders punctually attended to. Terms moderate. All goods of the best quality and at prices to suit the times. Inspection invited. A large and varied assortment always on hand. Country orders receive prompt attention. Note the address. Sole Agents for the district. Orders punctually attended to. Terms moderate. All goods of the best quality and at prices to suit the times. Inspection invited. A large and varied assortment always on hand. Country orders receive prompt attention. Note the address. (530, 1297, 613, 1382)
body-text-filler: Sole Agents for the district. Orders punctually attended to. Terms moderate. All goods of the best quality and at prices to suit the times. Inspection invited. A large and varied assortment always on hand. Country orders receive prompt attention. Note the address. Sole Agents for the district. Orders punctually attended to. Terms moderate. All goods of the best quality and at prices to suit the times. Inspection invited. A large and varied assortment always on hand. Country orders receive prompt attention. Note the address. (617, 1212, 701, 1297)
body-text-filler: Sole Agents for the district. Orders punctually attended to. Terms moderate. All goods of the best quality and at prices to suit the times. Inspection invited. A large and varied assortment always on hand. Country orders receive prompt attention. Note the address. Sole Agents for the district. Orders punctually attended to. Terms moderate. All goods of the best quality and at prices to suit the times. Inspection invited. A large and varied assortment always on hand. Country orders receive prompt attention. Note the address. Sole Agents for the district. Orders punctually attended to. Terms moderate. All goods of the best quality and at prices to suit the times. Inspection invited. A large and varied assortment always on hand. Country orders receive prompt attention. Note the address. Sole Agents for the district. Orders punctually attended to. Terms moderate. All goods of the best quality and at prices to suit the times. Inspection invited. A large and varied assortment always on hand. Country orders receive prompt attention. Note the address. Sole Agents for the district. Orders punctually attended to. Terms moderate. All goods of the best quality and at prices to suit the times. Inspection invited. A large and varied assortment always on hand. Country orders receive prompt attention. Note the address. Sole Agents for the district. Orders punctually attended to. Terms moderate. All goods of the best quality and at prices to suit the times. Inspection invited. A large and varied assortment always on hand. Country orders receive prompt attention. Note the address. Sole Agents for the district. Orders punctually attended to. Terms moderate. All goods of the best quality and at prices to suit the times. Inspection invited. A large and varied assortment always on hand. Country orders receive prompt attention. Note the address. Sole Agents for the district. Orders punctually attended to. Terms moderate. All goods of the best quality and at prices to suit the times. Inspection invited. A large and varied assortment always on hand. Country orders receive prompt attention. Note the address. Sole Agents for the district. Orders punctually attended to. Terms moderate. All goods of the best quality and at prices to suit the times. Inspection invited. A large and varied assortment always on hand. Country orders receive prompt attention. Note the address. Sole Agents for the district. Orders punctually attended to. Terms moderate. All goods of the best quality and at prices to suit the times. Inspection invited. A large and varied assortment always on hand. Country orders receive prompt attention. Note the address. Sole Agents for the district. Orders punctually attended to. Terms moderate. All goods of the best quality and at prices to suit the times. Inspection invited. A large and varied assortment always on hand. Country orders receive prompt attention. Note the address. Sole Agents for the district. Orders punctually attended to. Terms moderate. All goods of the best quality and at prices to suit the times. Inspection invited. A large and varied assortment always on hand. Country orders receive prompt attention. Note the address. Sole Agents for the district. Orders punctually attended to. Terms moderate. All goods of the best quality and at prices to suit the times. Inspection invited. A large and varied assortment always on hand. Country orders receive prompt attention. Note the address. Sole Agents for the district. Orders punctually attended to. Terms moderate. All goods of the best quality and at prices to suit the times. Inspection invited. A large and varied assortment always on hand. Country orders receive prompt attention. Note the address. Sole Agents for the district. Orders punctually attended to. Terms moderate. All goods of the best quality and at prices to suit the times. Inspection invited. A large and varied assortment always on hand. Country orders receive prompt attention. Note the address. Sole Agents for the district. Orders punctually attended to. Terms moderate. All goods of the best quality and at prices to suit the times. Inspection invited. A large and varied assortment always on hand. Country orders receive prompt attention. Note the address. Sole Agents for the district. Orders punctually attended to. Terms moderate. All goods of the best quality and at prices to suit the times. Inspection invited. A large and varied assortment always on hand. Country orders receive prompt attention. Note the address. Sole Agents for the district. Orders punctually attended to. Terms moderate. All goods of the best quality and at prices to suit the times. Inspection invited. A large and varied assortment always on hand. Country orders receive prompt attention. Note the address. Sole Agents for the district. Orders punctually attended to. Terms moderate. All goods of the best quality and at prices to suit the times. Inspection invited. A large and varied assortment always on hand. Country orders receive prompt attention. Note the address. Sole Agents for the district. Orders punctually attended to. Terms moderate. All goods of the best quality and at prices to suit the times. Inspection invited. A large and varied assortment always on hand. Country orders receive prompt attention. Note the address. (267, 1129, 350, 1948)
body-text-filler: Sole Agents for the district. Orders punctually attended to. Terms moderate. All goods of the best quality and at prices to suit the times. Inspection invited. A large and varied assortment always on hand. Country orders receive prompt attention. Note the address. Sole Agents for the district. Orders punctually attended to. Terms moderate. All goods of the best quality and at prices to suit the times. Inspection invited. A large and varied assortment always on hand. Country orders receive prompt attention. Note the address. (442, 48, 525, 133)
advertisement (617, 1303, 700, 1403)
advertisement-heading: FOR SALE (106, 986, 161, 999)
advertisement-body: CLOCKS, WATCHES, JEWELLERY. (5, 472, 82, 478)
advertisement-heading: S. BACON AND CO, (628, 154, 690, 162)
advertisement-heading: JOHN DUTHIE & Co., (537, 926, 605, 934)
column-6 (440, 31, 527, 2168)
body-text-filler: Sole Agents for the district. Orders punctually attended to. Terms moderate. All goods of the best quality and at prices to suit the times. Inspection invited. A large and varied assortment always on hand. Country orders receive prompt attention. Note the address. Sole Agents for the district. Orders punctually attended to. Terms moderate. All goods of the best quality and at prices to suit the times. Inspection invited. A large and varied assortment always on hand. Country orders receive prompt attention. Note the address. (530, 1547, 613, 1631)
advertisement (442, 1224, 525, 1349)
advertisement-body: are fully stocked. (267, 676, 303, 682)
advertisement-heading: TAILORING ESTABLISHMENT (105, 407, 163, 423)
advertisement (268, 149, 350, 287)
advertisement-signature: WILLIAMS & BARKER (124, 741, 175, 748)
advertisement (180, 161, 263, 267)
advertisement-signature: ROBERTSON & CO. (129, 1085, 175, 1092)
advertisement (355, 546, 438, 667)
advertisement-heading: THE PUBLIC TRUST OFFICE OF NEW ZEALAND (100, 869, 167, 892)
advertisement-signature: ANGUS FRASER, Home Bush. (458, 608, 525, 615)
advertisement-signature: W. LAWRENCE, Proprietor. (464, 842, 525, 849)
advertisement-body: Queen street, Masterton. (267, 918, 317, 924)
advertisement-body: Pharmaceutical Chemist, MEDICAL HALL, MASTERTON. (179, 994, 263, 1007)
advertisement (530, 264, 612, 385)
advertisement (530, 1039, 612, 1155)
advertisement-body: TO STAND THIS SEASON. (442, 631, 501, 637)
advertisement (530, 924, 612, 1037)
advertisement-body: BUILDER AND CONTRACTOR, MASTERTON. (617, 1199, 701, 1212)
advertisement-body: L. JONES, SEEDSMAN AND FRUITERER. (530, 1284, 613, 1297)
masthead-title: THE WAIRARAPA (224, 9, 329, 20)
advertisement-heading: Stud Horses (452, 36, 515, 48)
advertisement-body: TO STAND THIS SEASON at his owner's farm, Upper Plain. (442, 1001, 525, 1014)
advertisement-body: CARTERTON. (179, 423, 211, 430)
advertisement-heading: HAWKE'S BAY SPRING HANDICAP. (359, 425, 434, 441)
advertisement-body: QUEEN STREET, MASTERTON. (179, 779, 250, 785)
advertisement-body: CARTERTON. One of the most commodious and best appointed hotels in the Wairarapa. (179, 287, 263, 307)
advertisement-heading: RISING & COX, (8, 716, 85, 728)
advertisement-heading: £50 TO BE GIVEN AWAY. (95, 154, 173, 162)
advertisement (530, 386, 612, 491)
body-text-filler: Sole Agents for the district. Orders punctually attended to. Terms moderate. All goods of the best quality and at prices to suit the times. Inspection invited. A large and varied assortment always on hand. Country orders receive prompt attention. Note the address. Sole Agents for the district. Orders punctually attended to. Terms moderate. All goods of the best quality and at prices to suit the times. Inspection invited. A large and varied assortment always on hand. Country orders receive prompt attention. Note the address. (355, 79, 438, 164)
advertisement-body: WAIPOUA MILLS. DRESSED TIMBER, SASHES, DOORS. (617, 163, 701, 176)
advertisement-body: DRAPER, CUBA STREET, WELLINGTON. (92, 48, 175, 60)
body-text-filler: Sole Agents for the district. Orders punctually attended to. Terms moderate. All goods of the best quality and at prices to suit the times. Inspection invited. A large and varied assortment always on hand. Country orders receive prompt attention. Note the address. Sole Agents for the district. Orders punctually attended to. Terms moderate. All goods of the best quality and at prices to suit the times. Inspection invited. A large and varied assortment always on hand. Country orders receive prompt attention. Note the address. (442, 756, 525, 842)
advertisement (617, 1069, 700, 1186)
advertisement-heading: PAINTS AND OILS. (541, 495, 602, 503)
advertisement-heading: Wairarapa Furnishing Warehouse. (626, 622, 692, 637)
advertisement (617, 33, 700, 150)
advertisement-body: PROPRIETOR. (Late Rapp & Hare). (267, 192, 342, 198)
advertisement-body: QUEEN STREET, MASTERTON. (267, 52, 337, 58)
advertisement-body: EXCELSIOR BOOT AND SHOE DEPOT. (92, 526, 175, 539)
advertisement-heading: THE GREAT WONDER OF MODERN TIMES HOLLOWAY'S PILLS & OINTMENT. (9, 571, 84, 603)
advertisement (442, 139, 525, 270)
advertisement-heading: BAXTER'S LUNG PRESERVER. (280, 775, 337, 791)
body-text-filler: Sole Agents for the district. Orders punctually attended to. Terms moderate. All goods of the best quality and at prices to suit the times. Inspection invited. A large and varied assortment always on hand. Country orders receive prompt attention. Note the address. Sole Agents for the district. Orders punctually attended to. Terms moderate. All goods of the best quality and at prices to suit the times. Inspection invited. A large and varied assortment always on hand. Country orders receive prompt attention. Note the address. (530, 295, 613, 381)
advertisement-heading: Gladstone. (456, 1108, 512, 1120)
advertisement (442, 735, 525, 853)
advertisement (355, 669, 438, 807)
advertisement-body: T. JAGO, CABINETMAKER, UPHOLSTERER & UNDERTAKER. (617, 638, 701, 651)
advertisement (617, 267, 700, 383)
advertisement-body: TO STAND THIS SEASON. The Thoroughbred Stallion. (442, 395, 525, 408)
advertisement-heading: THE MARQUIS OF NORMANBY HOTEL, (187, 271, 256, 287)
body-text-filler: Sole Agents for the district. Orders punctually attended to. Terms moderate. All goods of the best quality and at prices to suit the times. Inspection invited. A large and varied assortment always on hand. Country orders receive prompt attention. Note the address. Sole Agents for the district. Orders punctually attended to. Terms moderate. All goods of the best quality and at prices to suit the times. Inspection invited. A large and varied assortment always on hand. Country orders receive prompt attention. Note the address. (617, 876, 701, 961)
advertisement (268, 418, 350, 538)
body-text-filler: Sole Agents for the district. Orders punctually attended to. Terms moderate. All goods of the best quality and at prices to suit the times. Inspection invited. A large and varied assortment always on hand. Country orders receive prompt attention. Note the address. Sole Agents for the district. Orders punctually attended to. Terms moderate. All goods of the best quality and at prices to suit the times. Inspection invited. A large and varied assortment always on hand. Country orders receive prompt attention. Note the address. (442, 1014, 525, 1099)
advertisement-heading: H. PETERSON & CO., (100, 517, 168, 525)
body-text-filler: Sole Agents for the district. Orders punctually attended to. Terms moderate. All goods of the best quality and at prices to suit the times. Inspection invited. A large and varied assortment always on hand. Country orders receive prompt attention. Note the address. Sole Agents for the district. Orders punctually attended to. Terms moderate. All goods of the best quality and at prices to suit the times. Inspection invited. A large and varied assortment always on hand. Country orders receive prompt attention. Note the address. (617, 61, 701, 146)
advertisement (355, 808, 438, 920)
body-text-filler: Sole Agents for the district. Orders punctually attended to. Terms moderate. All goods of the best quality and at prices to suit the times. Inspection invited. A large and varied assortment always on hand. Country orders receive prompt attention. Note the address. Sole Agents for the district. Orders punctually attended to. Terms moderate. All goods of the best quality and at prices to suit the times. Inspection invited. A large and varied assortment always on hand. Country orders receive prompt attention. Note the address. Sole Agents for the district. Orders punctually attended to. Terms moderate. All goods of the best quality and at prices to suit the times. Inspection invited. A large and varied assortment always on hand. Country orders receive prompt attention. Note the address. Sole Agents for the district. Orders punctually attended to. Terms moderate. All goods of the best quality and at prices to suit the times. Inspection invited. A large and varied assortment always on hand. Country orders receive prompt attention. Note the address. Sole Agents for the district. Orders punctually attended to. Terms moderate. All goods of the best quality and at prices to suit the times. Inspection invited. A large and varied assortment always on hand. Country orders receive prompt attention. Note the address. Sole Agents for the district. Orders punctually attended to. Terms moderate. All goods of the best quality and at prices to suit the times. Inspection invited. A large and varied assortment always on hand. Country orders receive prompt attention. Note the address. Sole Agents for the district. Orders punctually attended to. Terms moderate. All goods of the best quality and at prices to suit the times. Inspection invited. A large and varied assortment always on hand. Country orders receive prompt attention. Note the address. Sole Agents for the district. Orders punctually attended to. Terms moderate. All goods of the best quality and at prices to suit the times. Inspection invited. A large and varied assortment always on hand. Country orders receive prompt attention. Note the address. Sole Agents for the district. Orders punctually attended to. Terms moderate. All goods of the best quality and at prices to suit the times. Inspection invited. A large and varied assortment always on hand. Country orders receive prompt attention. Note the address. Sole Agents for the district. Orders punctually attended to. Terms moderate. All goods of the best quality and at prices to suit the times. Inspection invited. A large and varied assortment always on hand. Country orders receive prompt attention. Note the address. Sole Agents for the district. Orders punctually attended to. Terms moderate. All goods of the best quality and at prices to suit the times. Inspection invited. A large and varied assortment always on hand. Country orders receive prompt attention. Note the address. Sole Agents for the district. Orders punctually attended to. Terms moderate. All goods of the best quality and at prices to suit the times. Inspection invited. A large and varied assortment always on hand. Country orders receive prompt attention. Note the address. Sole Agents for the district. Orders punctually attended to. Terms moderate. All goods of the best quality and at prices to suit the times. Inspection invited. A large and varied assortment always on hand. Country orders receive prompt attention. Note the address. Sole Agents for the district. Orders punctually attended to. Terms moderate. All goods of the best quality and at prices to suit the times. Inspection invited. A large and varied assortment always on hand. Country orders receive prompt attention. Note the address. Sole Agents for the district. Orders punctually attended to. Terms moderate. All goods of the best quality and at prices to suit the times. Inspection invited. A large and varied assortment always on hand. Country orders receive prompt attention. Note the address. Sole Agents for the district. Orders punctually attended to. Terms moderate. All goods of the best quality and at prices to suit the times. Inspection invited. A large and varied assortment always on hand. Country orders receive prompt attention. Note the address. Sole Agents for the district. Orders punctually attended to. Terms moderate. All goods of the best quality and at prices to suit the times. Inspection invited. A large and varied assortment always on hand. Country orders receive prompt attention. Note the address. Sole Agents for the district. Orders punctually attended to. Terms moderate. All goods of the best quality and at prices to suit the times. Inspection invited. A large and varied assortment always on hand. Country orders receive prompt attention. Note the address. Sole Agents for the district. Orders punctually attended to. Terms moderate. All goods of the best quality and at prices to suit the times. Inspection invited. A large and varied assortment always on hand. Country orders receive prompt attention. Note the address. Sole Agents for the district. Orders punctually attended to. Terms moderate. All goods of the best quality and at prices to suit the times. Inspection invited. A large and varied assortment always on hand. Country orders receive prompt attention. Note the address. (355, 921, 438, 1739)
advertisement (617, 384, 700, 502)
body-text-filler: Sole Agents for the district. Orders punctually attended to. Terms moderate. All goods of the best quality and at prices to suit the times. Inspection invited. A large and varied assortment always on hand. Country orders receive prompt attention. Note the address. Sole Agents for the district. Orders punctually attended to. Terms moderate. All goods of the best quality and at prices to suit the times. Inspection invited. A large and varied assortment always on hand. Country orders receive prompt attention. Note the address. (617, 176, 701, 261)
column-5 (353, 31, 441, 1739)
advertisement-heading: F. COOPER, (629, 1071, 690, 1084)
advertisement-body: CASH DRAPERS, SILK MERCERS, HOSIERS, CARTERTON. (5, 728, 88, 741)
body-text-filler: Sole Agents for the district. Orders punctually attended to. Terms moderate. All goods of the best quality and at prices to suit the times. Inspection invited. A large and varied assortment always on hand. Country orders receive prompt attention. Note the address. Sole Agents for the district. Orders punctually attended to. Terms moderate. All goods of the best quality and at prices to suit the times. Inspection invited. A large and varied assortment always on hand. Country orders receive prompt attention. Note the address. (530, 613, 613, 699)
body-text-filler: Sole Agents for the district. Orders punctually attended to. Terms moderate. All goods of the best quality and at prices to suit the times. Inspection invited. A large and varied assortment always on hand. Country orders receive prompt attention. Note the address. Sole Agents for the district. Orders punctually attended to. Terms moderate. All goods of the best quality and at prices to suit the times. Inspection invited. A large and varied assortment always on hand. Country orders receive prompt attention. Note the address. (442, 1252, 525, 1337)
